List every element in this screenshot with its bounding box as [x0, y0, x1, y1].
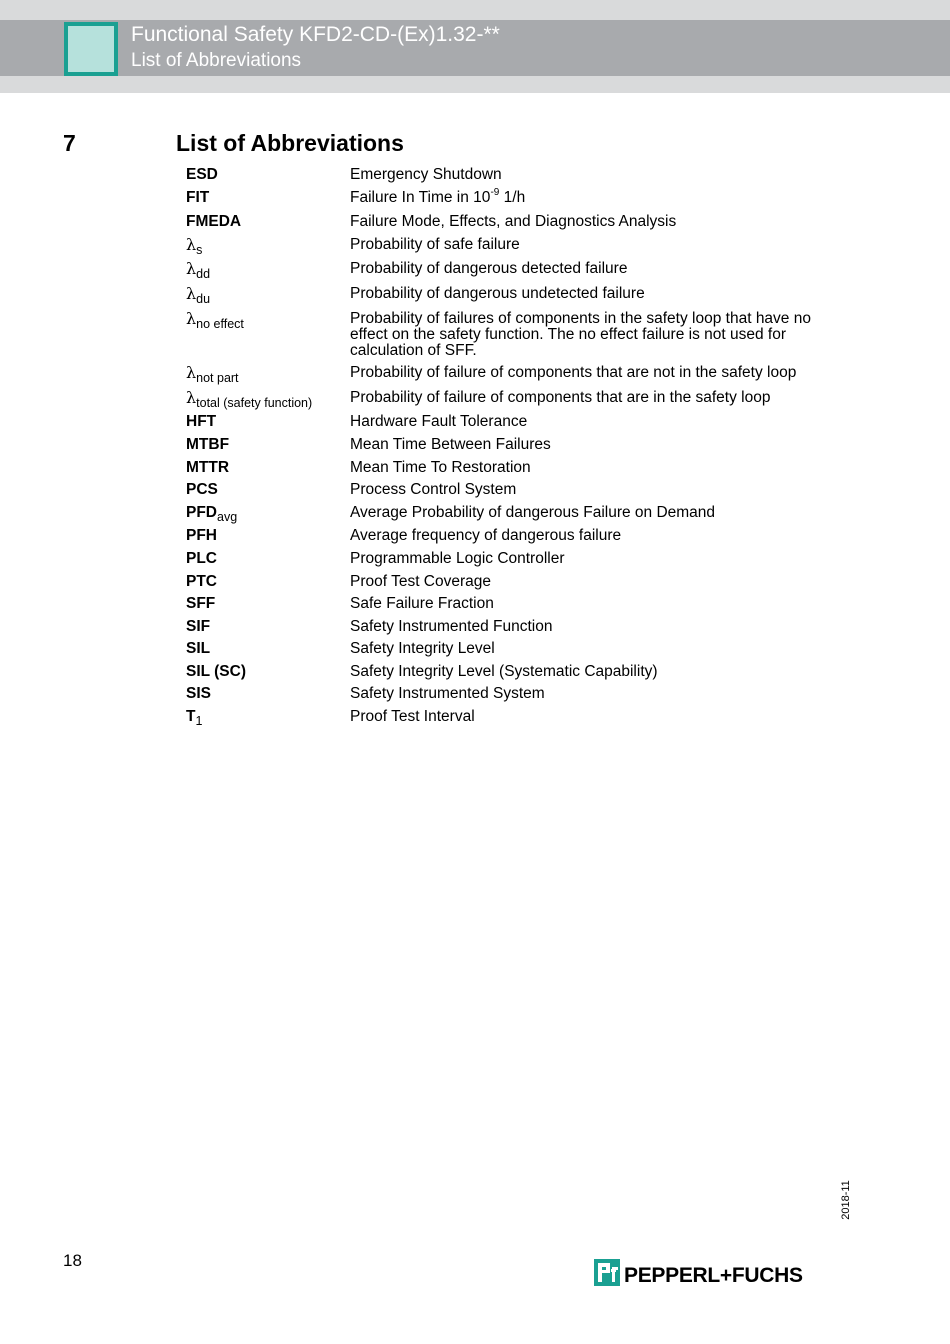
abbreviation-row	[186, 572, 826, 590]
abbreviation-row	[186, 388, 826, 408]
abbreviation-definition	[350, 412, 826, 430]
term-text: SIL (SC)	[186, 662, 246, 680]
abbreviation-definition	[350, 284, 826, 302]
header-top-band	[0, 0, 950, 20]
abbreviation-term	[186, 662, 350, 680]
term-text: MTTR	[186, 458, 230, 476]
abbreviation-definition	[350, 549, 826, 567]
abbreviation-row	[186, 188, 826, 208]
abbreviation-term	[186, 549, 350, 567]
abbreviation-term	[186, 212, 350, 230]
definition-exponent: -9	[490, 186, 500, 198]
abbreviation-row	[186, 212, 826, 230]
header-accent-square	[64, 22, 118, 76]
abbreviation-row	[186, 284, 826, 304]
abbreviation-definition	[350, 684, 826, 702]
term-text: PFD	[186, 503, 217, 521]
definition-text: Hardware Fault Tolerance	[350, 413, 528, 431]
abbreviation-row	[186, 549, 826, 567]
definition-text: Average Probability of dangerous Failure on Demand	[350, 503, 716, 521]
definition-text: Programmable Logic Controller	[350, 549, 565, 567]
abbreviation-definition	[350, 165, 826, 183]
abbreviation-row	[186, 617, 826, 635]
lambda-symbol: λ	[186, 363, 197, 383]
abbreviation-list	[186, 165, 826, 731]
abbreviation-definition	[350, 594, 826, 612]
abbreviation-definition	[350, 309, 826, 359]
term-text: SFF	[186, 595, 216, 613]
abbreviation-term	[186, 363, 350, 386]
term-subscript: 1	[195, 714, 203, 729]
abbreviation-definition	[350, 435, 826, 453]
abbreviation-row	[186, 412, 826, 430]
definition-text: Probability of failures of components in the safety loop that have no effect on the safety function. The no effect failure is not used for calculation of SFF.	[350, 309, 811, 359]
definition-text: Emergency Shutdown	[350, 166, 502, 183]
abbreviation-term	[186, 684, 350, 702]
abbreviation-definition	[350, 363, 826, 381]
abbreviation-definition	[350, 707, 826, 725]
pf-logo-icon	[594, 1259, 620, 1286]
abbreviation-definition	[350, 212, 826, 230]
term-text: FIT	[186, 188, 210, 206]
definition-text: Probability of dangerous undetected failure	[350, 284, 645, 302]
definition-text: Probability of failure of components that are not in the safety loop	[350, 364, 797, 382]
definition-text: Proof Test Interval	[350, 708, 475, 726]
abbreviation-term	[186, 572, 350, 590]
abbreviation-definition	[350, 572, 826, 590]
term-subscript: du	[196, 291, 211, 306]
term-subscript: no effect	[196, 316, 244, 331]
abbreviation-row	[186, 435, 826, 453]
date-code: 2018-11	[840, 1180, 852, 1220]
lambda-symbol: λ	[186, 283, 197, 303]
term-text: PFH	[186, 527, 217, 545]
abbreviation-definition	[350, 235, 826, 253]
abbreviation-term	[186, 639, 350, 657]
document-title: Functional Safety KFD2-CD-(Ex)1.32-**	[131, 23, 500, 46]
abbreviation-term	[186, 235, 350, 255]
term-subscript: s	[196, 242, 203, 257]
abbreviation-definition	[350, 188, 826, 208]
definition-text: Process Control System	[350, 481, 517, 499]
abbreviation-term	[186, 188, 350, 206]
term-text: ESD	[186, 166, 218, 183]
term-text: T	[186, 708, 196, 726]
abbreviation-term	[186, 259, 350, 282]
abbreviation-row	[186, 662, 826, 680]
abbreviation-definition	[350, 458, 826, 476]
abbreviation-term	[186, 284, 350, 304]
definition-text: Mean Time Between Failures	[350, 435, 551, 453]
term-text: PTC	[186, 572, 217, 590]
definition-text: Proof Test Coverage	[350, 572, 492, 590]
definition-text: Probability of dangerous detected failure	[350, 260, 628, 278]
abbreviation-term	[186, 526, 350, 544]
section-title: List of Abbreviations	[176, 130, 404, 156]
abbreviation-definition	[350, 662, 826, 680]
abbreviation-row	[186, 309, 826, 359]
lambda-symbol: λ	[186, 308, 197, 328]
term-subscript: total (safety function)	[196, 395, 313, 410]
abbreviation-term	[186, 707, 350, 729]
abbreviation-term	[186, 309, 350, 329]
abbreviation-term	[186, 594, 350, 612]
abbreviation-term	[186, 458, 350, 476]
abbreviation-definition	[350, 503, 826, 521]
term-text: SIL	[186, 640, 211, 658]
definition-text: Safety Instrumented System	[350, 685, 545, 703]
abbreviation-row	[186, 707, 826, 729]
term-text: MTBF	[186, 435, 230, 453]
abbreviation-row	[186, 480, 826, 498]
section-number: 7	[63, 130, 76, 156]
page-number: 18	[63, 1251, 82, 1270]
definition-text: Mean Time To Restoration	[350, 458, 531, 476]
abbreviation-term	[186, 480, 350, 498]
abbreviation-row	[186, 165, 826, 183]
abbreviation-row	[186, 594, 826, 612]
term-text: SIS	[186, 685, 211, 703]
definition-text: Average frequency of dangerous failure	[350, 527, 622, 545]
brand-logo	[594, 1259, 803, 1286]
definition-text: Safe Failure Fraction	[350, 595, 494, 613]
lambda-symbol: λ	[186, 234, 197, 254]
abbreviation-row	[186, 259, 826, 282]
brand-name: PEPPERL+FUCHS	[624, 1263, 803, 1287]
definition-text: Safety Integrity Level (Systematic Capability)	[350, 662, 658, 680]
term-text: PCS	[186, 481, 218, 499]
definition-text: Safety Instrumented Function	[350, 617, 553, 635]
abbreviation-definition	[350, 617, 826, 635]
abbreviation-row	[186, 639, 826, 657]
abbreviation-row	[186, 526, 826, 544]
abbreviation-term	[186, 388, 350, 408]
term-text: SIF	[186, 617, 211, 635]
abbreviation-term	[186, 435, 350, 453]
abbreviation-definition	[350, 388, 826, 406]
term-subscript: avg	[217, 509, 238, 524]
lambda-symbol: λ	[186, 387, 197, 407]
abbreviation-term	[186, 165, 350, 183]
term-subscript: not part	[196, 371, 239, 386]
abbreviation-term	[186, 412, 350, 430]
abbreviation-term	[186, 503, 350, 522]
abbreviation-row	[186, 363, 826, 386]
lambda-symbol: λ	[186, 259, 197, 279]
term-text: HFT	[186, 413, 217, 431]
abbreviation-row	[186, 684, 826, 702]
abbreviation-row	[186, 503, 826, 522]
brand-logo-mark	[594, 1259, 620, 1286]
definition-text: Failure In Time in 10	[350, 188, 491, 206]
abbreviation-row	[186, 235, 826, 255]
document-subtitle: List of Abbreviations	[131, 50, 302, 71]
abbreviation-term	[186, 617, 350, 635]
abbreviation-definition	[350, 526, 826, 544]
definition-text: Failure Mode, Effects, and Diagnostics Analysis	[350, 213, 677, 231]
definition-text: Safety Integrity Level	[350, 640, 495, 658]
abbreviation-definition	[350, 480, 826, 498]
abbreviation-definition	[350, 639, 826, 657]
definition-text: Probability of safe failure	[350, 235, 520, 253]
abbreviation-row	[186, 458, 826, 476]
term-text: PLC	[186, 549, 217, 567]
term-text: FMEDA	[186, 213, 242, 231]
definition-text: Probability of failure of components that are in the safety loop	[350, 388, 771, 406]
definition-unit: 1/h	[499, 188, 526, 206]
header-bottom-band	[0, 76, 950, 93]
term-subscript: dd	[196, 267, 211, 282]
abbreviation-definition	[350, 259, 826, 277]
